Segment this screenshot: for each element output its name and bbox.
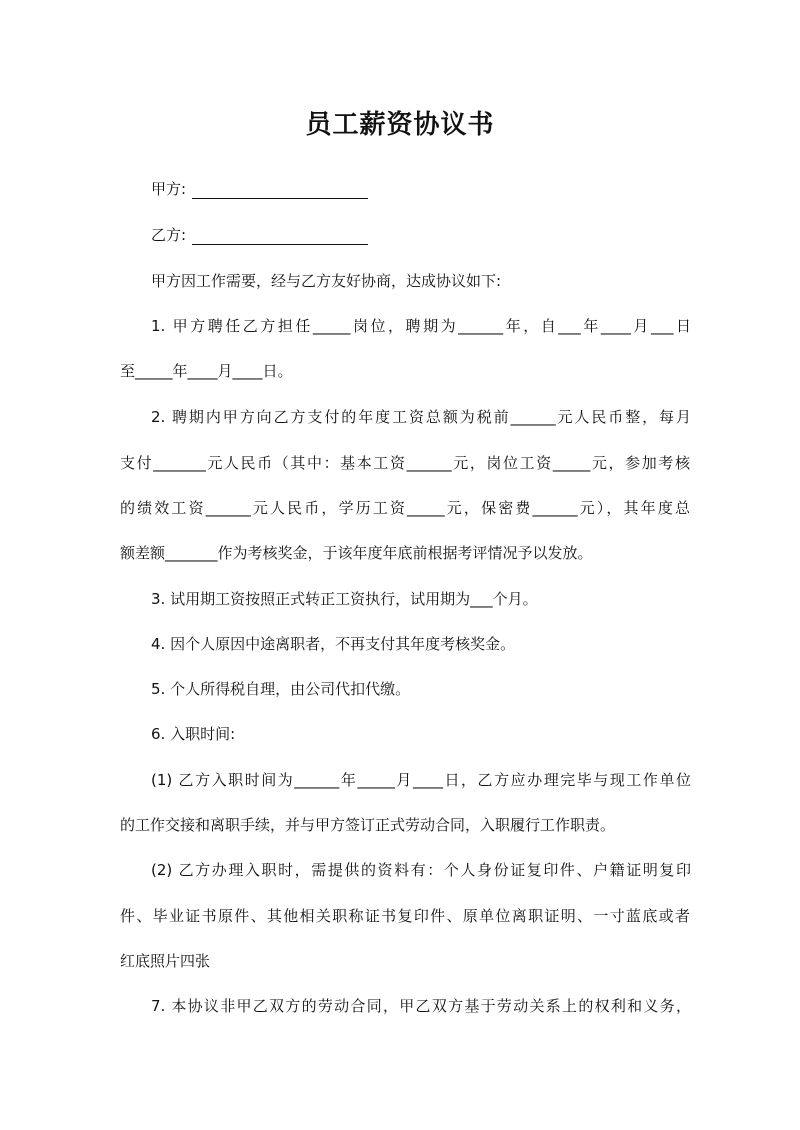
clause-1-line-2: 至_____年____月____日。	[120, 362, 293, 380]
party-a-row	[151, 179, 691, 199]
clause-4-line: 4. 因个人原因中途离职者，不再支付其年度考核奖金。	[151, 635, 516, 653]
party-b-row	[151, 225, 691, 245]
clause-6-1-line-1: (1) 乙方入职时间为______年_____月____日，乙方应办理完毕与现工作单位	[151, 771, 691, 789]
clause-6-line: 6. 入职时间:	[151, 725, 236, 743]
clause-7-line-1: 7. 本协议非甲乙双方的劳动合同，甲乙双方基于劳动关系上的权利和义务，	[151, 997, 691, 1015]
party-a-label: 甲方:	[151, 180, 187, 198]
party-b-label: 乙方:	[151, 226, 187, 244]
document-title: 员工薪资协议书	[305, 110, 495, 140]
intro-line: 甲方因工作需要，经与乙方友好协商，达成协议如下:	[151, 272, 502, 290]
clause-5-line: 5. 个人所得税自理，由公司代扣代缴。	[151, 680, 411, 698]
clause-6-2-line-3: 红底照片四张	[120, 952, 211, 970]
clause-2-line-3: 的绩效工资______元人民币，学历工资_____元，保密费______元），其年度总	[120, 499, 690, 517]
clause-2-line-1: 2. 聘期内甲方向乙方支付的年度工资总额为税前______元人民币整，每月	[151, 408, 691, 426]
clause-1-line-1: 1. 甲方聘任乙方担任_____岗位，聘期为______年，自___年____月___日	[151, 317, 691, 335]
party-a-blank[interactable]	[192, 182, 368, 199]
clause-6-2-line-1: (2) 乙方办理入职时，需提供的资料有：个人身份证复印件、户籍证明复印	[151, 861, 691, 879]
party-b-blank[interactable]	[192, 228, 368, 245]
clause-2-line-2: 支付_______元人民币（其中：基本工资______元，岗位工资_____元，参加考核	[120, 454, 690, 472]
clause-6-2-line-2: 件、毕业证书原件、其他相关职称证书复印件、原单位离职证明、一寸蓝底或者	[120, 907, 690, 925]
clause-6-1-line-2: 的工作交接和离职手续，并与甲方签订正式劳动合同，入职履行工作职责。	[120, 816, 616, 834]
clause-3-line: 3. 试用期工资按照正式转正工资执行，试用期为___个月。	[151, 590, 538, 608]
clause-2-line-4: 额差额_______作为考核奖金，于该年度年底前根据考评情况予以发放。	[120, 544, 593, 562]
